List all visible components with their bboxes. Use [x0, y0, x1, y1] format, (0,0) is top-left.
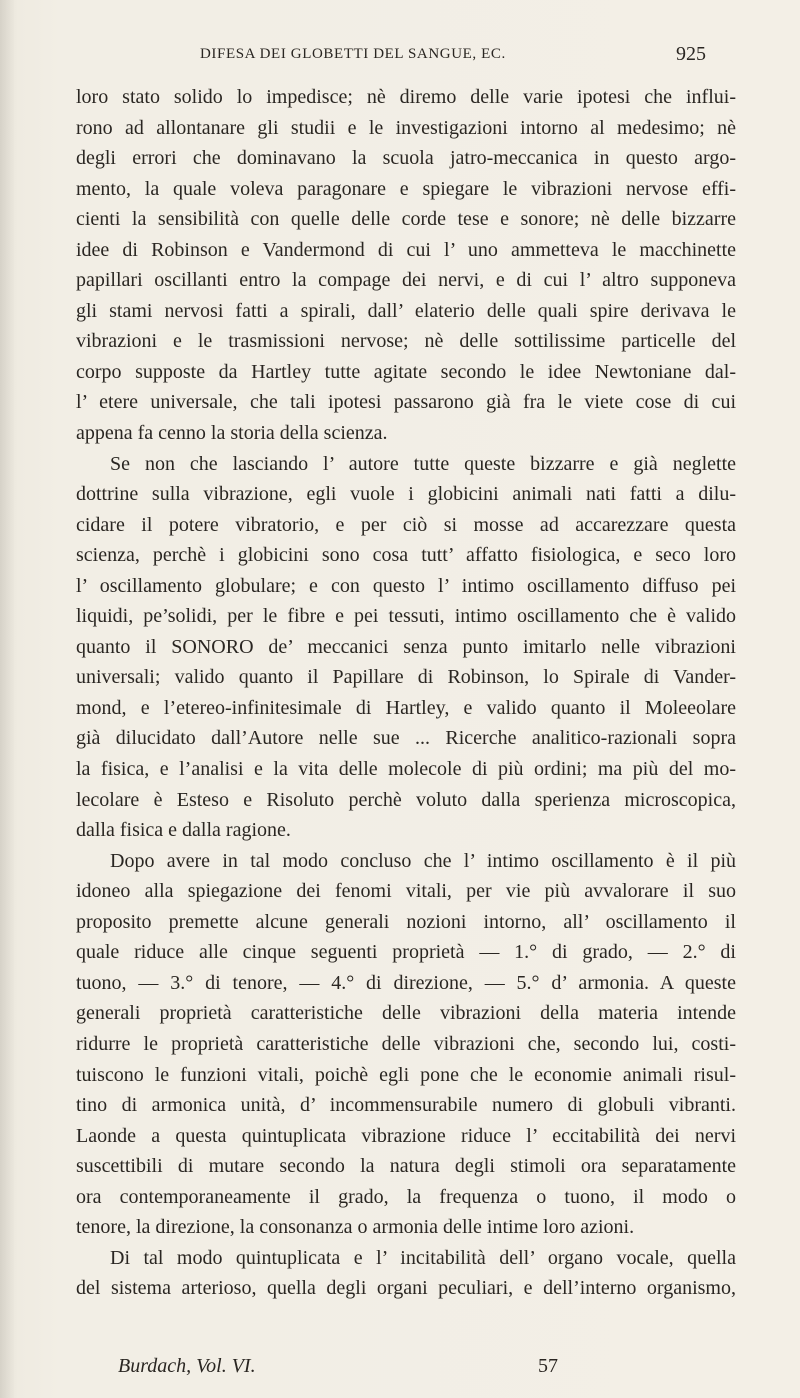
text-line: mento, la quale voleva paragonare e spiegare le vibrazioni nervose effi-	[76, 177, 736, 200]
text-line: quale riduce alle cinque seguenti proprietà — 1.° di grado, — 2.° di	[76, 941, 736, 964]
text-line: ora contemporaneamente il grado, la frequenza o tuono, il modo o	[76, 1185, 736, 1208]
text-line: lecolare è Esteso e Risoluto perchè voluto dalla sperienza microscopica,	[76, 788, 736, 811]
text-line: cidare il potere vibratorio, e per ciò si mosse ad accarezzare questa	[76, 513, 736, 536]
text-line: cienti la sensibilità con quelle delle corde tese e sonore; nè delle bizzarre	[76, 208, 736, 231]
text-line: scienza, perchè i globicini sono cosa tutt’ affatto fisiologica, e seco loro	[76, 544, 736, 567]
text-line: suscettibili di mutare secondo la natura degli stimoli ora separatamente	[76, 1155, 736, 1178]
text-line: papillari oscillanti entro la compage dei nervi, e di cui l’ altro supponeva	[76, 269, 736, 292]
text-line: tenore, la direzione, la consonanza o armonia delle intime loro azioni.	[76, 1216, 635, 1239]
text-line: liquidi, pe’solidi, per le fibre e pei tessuti, intimo oscillamento che è valido	[76, 605, 736, 628]
text-line: mond, e l’etereo-infinitesimale di Hartley, e valido quanto il Moleeolare	[76, 696, 736, 719]
text-line: Laonde a questa quintuplicata vibrazione riduce l’ eccitabilità dei nervi	[76, 1124, 736, 1147]
text-line: l’ oscillamento globulare; e con questo l’ intimo oscillamento diffuso pei	[76, 574, 736, 597]
text-line: generali proprietà caratteristiche delle vibrazioni della materia intende	[76, 1002, 736, 1025]
binding-edge	[0, 0, 14, 1398]
text-line: quanto il SONORO de’ meccanici senza punto imitarlo nelle vibrazioni	[76, 635, 736, 658]
text-line: dottrine sulla vibrazione, egli vuole i globicini animali nati fatti a dilu-	[76, 483, 736, 506]
text-line: Di tal modo quintuplicata e l’ incitabilità dell’ organo vocale, quella	[110, 1246, 736, 1269]
text-line: l’ etere universale, che tali ipotesi passarono già fra le viete cose di cui	[76, 391, 736, 414]
text-line: tuono, — 3.° di tenore, — 4.° di direzione, — 5.° d’ armonia. A queste	[76, 971, 736, 994]
text-line: già dilucidato dall’Autore nelle sue ... Ricerche analitico-razionali sopra	[76, 727, 736, 750]
page-header	[0, 43, 800, 70]
text-line: universali; valido quanto il Papillare di Robinson, lo Spirale di Vander-	[76, 666, 736, 689]
text-line: appena fa cenno la storia della scienza.	[76, 422, 388, 445]
text-line: rono ad allontanare gli studii e le investigazioni intorno al medesimo; nè	[76, 116, 736, 139]
text-line: idee di Robinson e Vandermond di cui l’ uno ammetteva le macchinette	[76, 238, 736, 261]
text-line: proposito premette alcune generali nozioni intorno, all’ oscillamento il	[76, 910, 736, 933]
text-line: dalla fisica e dalla ragione.	[76, 819, 291, 842]
text-line: tuiscono le funzioni vitali, poichè egli pone che le economie animali risul-	[76, 1063, 736, 1086]
text-line: corpo supposte da Hartley tutte agitate secondo le idee Newtoniane dal-	[76, 360, 736, 383]
text-line: tino di armonica unità, d’ incommensurabile numero di globuli vibranti.	[76, 1094, 736, 1117]
text-line: la fisica, e l’analisi e la vita delle molecole di più ordini; ma più del mo-	[76, 758, 736, 781]
text-line: degli errori che dominavano la scuola jatro-meccanica in questo argo-	[76, 147, 736, 170]
text-line: vibrazioni e le trasmissioni nervose; nè delle sottilissime particelle del	[76, 330, 736, 353]
text-line: ridurre le proprietà caratteristiche delle vibrazioni che, secondo lui, costi-	[76, 1032, 736, 1055]
body-text	[76, 82, 736, 1304]
page-number: 925	[676, 43, 706, 65]
text-line: Dopo avere in tal modo concluso che l’ intimo oscillamento è il più	[110, 849, 736, 872]
text-line: del sistema arterioso, quella degli organi peculiari, e dell’interno organismo,	[76, 1277, 736, 1300]
signature-line: Burdach, Vol. VI.	[118, 1355, 256, 1377]
text-line: Se non che lasciando l’ autore tutte queste bizzarre e già neglette	[110, 452, 736, 475]
text-line: gli stami nervosi fatti a spirali, dall’ elaterio delle quali spire derivava le	[76, 299, 736, 322]
sheet-number: 57	[538, 1355, 558, 1377]
text-line: loro stato solido lo impedisce; nè diremo delle varie ipotesi che influi-	[76, 86, 736, 108]
text-line: idoneo alla spiegazione dei fenomi vitali, per vie più avvalorare il suo	[76, 880, 736, 903]
page-footer	[0, 1355, 800, 1385]
running-title: DIFESA DEI GLOBETTI DEL SANGUE, EC.	[200, 46, 506, 62]
